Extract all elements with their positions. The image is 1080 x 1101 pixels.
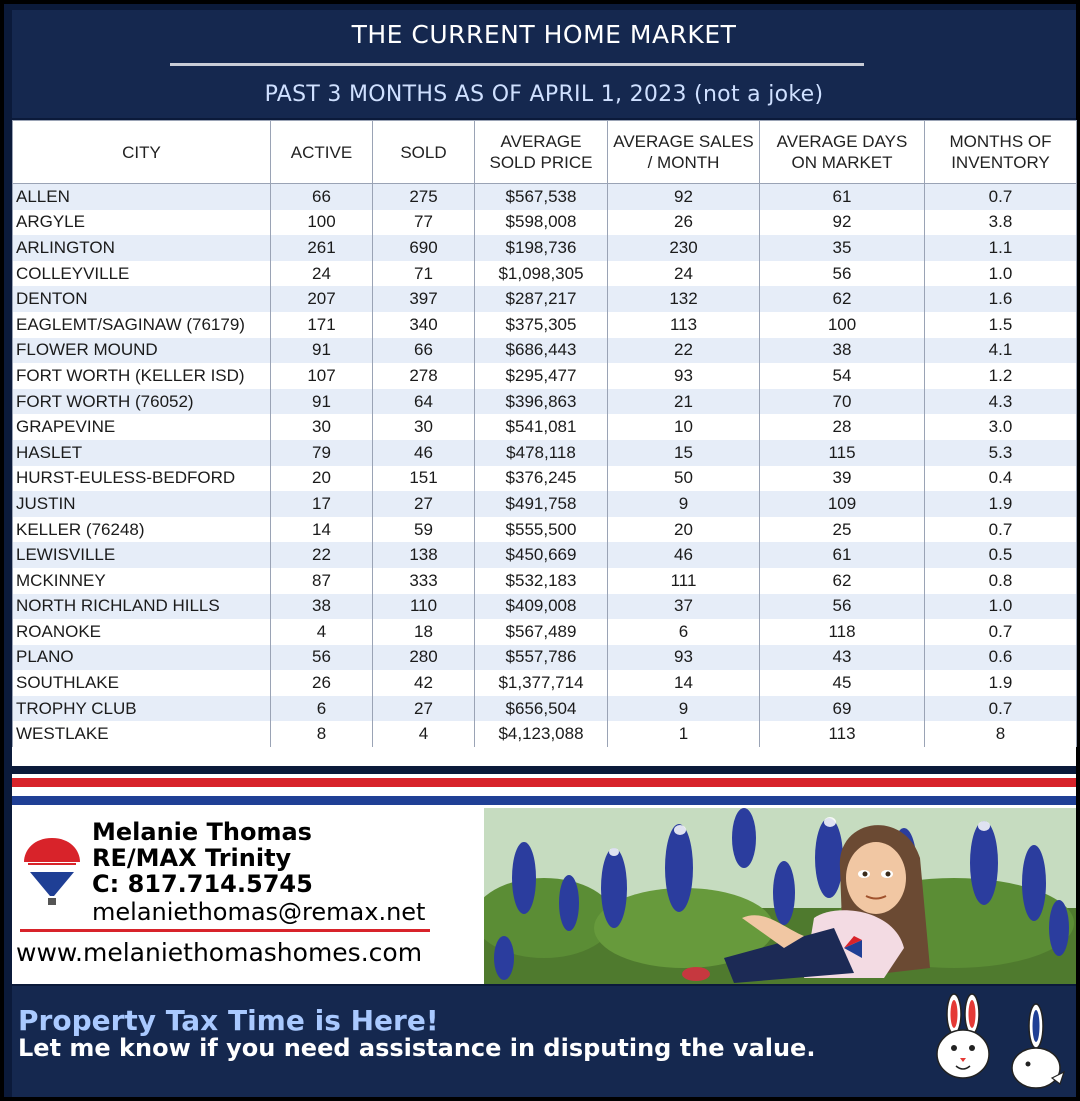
cell-avg-sold-price: $450,669 [475,542,608,568]
contact-card [12,808,484,984]
cell-active: 171 [271,312,373,338]
cell-avg-days: 109 [760,491,925,517]
column-header-city: CITY [13,121,271,184]
cell-active: 17 [271,491,373,517]
cell-avg-sold-price: $295,477 [475,363,608,389]
table-row [13,721,1077,747]
market-table-container [12,120,1076,766]
cell-city: HASLET [13,440,271,466]
cell-avg-sales-month: 132 [608,286,760,312]
cell-months-inventory: 0.7 [925,184,1077,210]
cell-city: EAGLEMT/SAGINAW (76179) [13,312,271,338]
cell-sold: 77 [373,210,475,236]
cell-city: ROANOKE [13,619,271,645]
cell-active: 4 [271,619,373,645]
table-row [13,235,1077,261]
flag-stripes [12,774,1076,808]
agent-name: Melanie Thomas [92,818,312,846]
table-body [13,184,1077,748]
table-header-row [13,121,1077,184]
cell-months-inventory: 8 [925,721,1077,747]
cell-sold: 27 [373,696,475,722]
cell-avg-sales-month: 22 [608,338,760,364]
cell-active: 30 [271,414,373,440]
cell-avg-days: 61 [760,542,925,568]
promo-title: Property Tax Time is Here! [18,1004,439,1037]
cell-avg-sales-month: 10 [608,414,760,440]
cell-avg-sold-price: $555,500 [475,517,608,543]
cell-avg-sold-price: $567,489 [475,619,608,645]
column-header-sold: SOLD [373,121,475,184]
footer-banner [12,986,1076,1097]
table-row [13,542,1077,568]
cell-avg-sales-month: 20 [608,517,760,543]
cell-avg-sold-price: $598,008 [475,210,608,236]
cell-months-inventory: 1.9 [925,670,1077,696]
cell-avg-sold-price: $686,443 [475,338,608,364]
cell-active: 66 [271,184,373,210]
cell-avg-sold-price: $1,377,714 [475,670,608,696]
page-title: THE CURRENT HOME MARKET [351,20,737,49]
table-row [13,261,1077,287]
table-row [13,517,1077,543]
cell-months-inventory: 0.6 [925,645,1077,671]
cell-months-inventory: 0.5 [925,542,1077,568]
page-subtitle: PAST 3 MONTHS AS OF APRIL 1, 2023 (not a joke) [264,82,824,107]
cell-city: WESTLAKE [13,721,271,747]
cell-avg-days: 25 [760,517,925,543]
cell-months-inventory: 0.7 [925,619,1077,645]
cell-months-inventory: 0.7 [925,696,1077,722]
cell-avg-sold-price: $656,504 [475,696,608,722]
cell-sold: 59 [373,517,475,543]
cell-avg-sales-month: 9 [608,696,760,722]
cell-avg-sales-month: 93 [608,363,760,389]
cell-city: HURST-EULESS-BEDFORD [13,466,271,492]
cell-sold: 64 [373,389,475,415]
cell-avg-sold-price: $541,081 [475,414,608,440]
cell-avg-days: 45 [760,670,925,696]
cell-avg-sold-price: $396,863 [475,389,608,415]
cell-avg-sold-price: $375,305 [475,312,608,338]
cell-avg-days: 100 [760,312,925,338]
cell-avg-days: 61 [760,184,925,210]
cell-sold: 4 [373,721,475,747]
cell-avg-sold-price: $198,736 [475,235,608,261]
agent-website[interactable]: www.melaniethomashomes.com [16,938,423,967]
cell-months-inventory: 3.8 [925,210,1077,236]
cell-active: 20 [271,466,373,492]
cell-sold: 280 [373,645,475,671]
table-row [13,210,1077,236]
cell-avg-days: 115 [760,440,925,466]
cell-sold: 110 [373,594,475,620]
cell-active: 56 [271,645,373,671]
cell-avg-sold-price: $409,008 [475,594,608,620]
cell-months-inventory: 1.5 [925,312,1077,338]
cell-sold: 340 [373,312,475,338]
cell-city: ARLINGTON [13,235,271,261]
cell-sold: 333 [373,568,475,594]
cell-city: FORT WORTH (76052) [13,389,271,415]
cell-avg-sold-price: $478,118 [475,440,608,466]
cell-city: GRAPEVINE [13,414,271,440]
cell-active: 22 [271,542,373,568]
cell-sold: 46 [373,440,475,466]
cell-avg-sold-price: $491,758 [475,491,608,517]
cell-months-inventory: 1.9 [925,491,1077,517]
cell-avg-sales-month: 111 [608,568,760,594]
cell-months-inventory: 0.8 [925,568,1077,594]
table-row [13,338,1077,364]
cell-city: ALLEN [13,184,271,210]
bluebonnet-flowers-image [484,808,1076,984]
cell-active: 100 [271,210,373,236]
cell-avg-days: 62 [760,568,925,594]
table-row [13,466,1077,492]
cell-active: 91 [271,338,373,364]
cell-avg-sold-price: $4,123,088 [475,721,608,747]
table-row [13,184,1077,210]
cell-avg-sales-month: 6 [608,619,760,645]
cell-city: DENTON [13,286,271,312]
cell-avg-sales-month: 15 [608,440,760,466]
cell-city: FORT WORTH (KELLER ISD) [13,363,271,389]
cell-avg-sold-price: $557,786 [475,645,608,671]
contact-divider [20,929,430,932]
cell-months-inventory: 4.1 [925,338,1077,364]
table-row [13,312,1077,338]
cell-avg-sales-month: 50 [608,466,760,492]
cell-avg-sold-price: $567,538 [475,184,608,210]
table-row [13,491,1077,517]
easter-bunnies-icon [932,992,1072,1092]
cell-city: MCKINNEY [13,568,271,594]
cell-sold: 138 [373,542,475,568]
cell-avg-sales-month: 21 [608,389,760,415]
cell-avg-days: 56 [760,261,925,287]
cell-sold: 27 [373,491,475,517]
cell-months-inventory: 4.3 [925,389,1077,415]
cell-months-inventory: 3.0 [925,414,1077,440]
table-row [13,619,1077,645]
cell-active: 6 [271,696,373,722]
cell-active: 87 [271,568,373,594]
table-row [13,696,1077,722]
market-table [12,120,1077,747]
cell-active: 91 [271,389,373,415]
cell-avg-days: 113 [760,721,925,747]
cell-active: 107 [271,363,373,389]
cell-sold: 42 [373,670,475,696]
table-row [13,568,1077,594]
cell-months-inventory: 1.1 [925,235,1077,261]
flowers-art [484,808,1076,984]
cell-active: 261 [271,235,373,261]
remax-balloon-icon [22,836,82,908]
cell-avg-sales-month: 93 [608,645,760,671]
cell-sold: 151 [373,466,475,492]
cell-active: 26 [271,670,373,696]
cell-city: JUSTIN [13,491,271,517]
cell-months-inventory: 1.2 [925,363,1077,389]
promo-text: Let me know if you need assistance in disputing the value. [18,1034,816,1062]
cell-avg-days: 43 [760,645,925,671]
cell-active: 14 [271,517,373,543]
cell-active: 79 [271,440,373,466]
cell-avg-days: 38 [760,338,925,364]
cell-avg-days: 39 [760,466,925,492]
table-row [13,645,1077,671]
cell-sold: 278 [373,363,475,389]
cell-city: PLANO [13,645,271,671]
table-row [13,389,1077,415]
cell-city: KELLER (76248) [13,517,271,543]
cell-avg-days: 69 [760,696,925,722]
column-header-months-inventory: MONTHS OF INVENTORY [925,121,1077,184]
column-header-avg-days: AVERAGE DAYS ON MARKET [760,121,925,184]
cell-city: TROPHY CLUB [13,696,271,722]
cell-avg-sales-month: 46 [608,542,760,568]
cell-city: FLOWER MOUND [13,338,271,364]
blue-stripe [12,796,1076,805]
cell-sold: 18 [373,619,475,645]
cell-months-inventory: 5.3 [925,440,1077,466]
cell-avg-sold-price: $532,183 [475,568,608,594]
cell-avg-sold-price: $376,245 [475,466,608,492]
cell-avg-sales-month: 37 [608,594,760,620]
header [12,10,1076,118]
cell-avg-sales-month: 1 [608,721,760,747]
cell-avg-sales-month: 230 [608,235,760,261]
cell-avg-days: 92 [760,210,925,236]
cell-avg-sales-month: 24 [608,261,760,287]
header-divider [170,63,864,66]
column-header-active: ACTIVE [271,121,373,184]
cell-avg-days: 35 [760,235,925,261]
cell-sold: 71 [373,261,475,287]
cell-city: SOUTHLAKE [13,670,271,696]
cell-sold: 30 [373,414,475,440]
cell-city: LEWISVILLE [13,542,271,568]
cell-avg-sales-month: 26 [608,210,760,236]
table-row [13,286,1077,312]
red-stripe [12,778,1076,787]
cell-avg-sold-price: $287,217 [475,286,608,312]
cell-city: NORTH RICHLAND HILLS [13,594,271,620]
cell-active: 207 [271,286,373,312]
cell-avg-days: 54 [760,363,925,389]
cell-months-inventory: 0.7 [925,517,1077,543]
table-row [13,670,1077,696]
cell-months-inventory: 0.4 [925,466,1077,492]
column-header-avg-sold-price: AVERAGE SOLD PRICE [475,121,608,184]
cell-active: 24 [271,261,373,287]
cell-active: 8 [271,721,373,747]
cell-avg-sales-month: 14 [608,670,760,696]
cell-avg-days: 62 [760,286,925,312]
table-row [13,440,1077,466]
table-row [13,363,1077,389]
cell-avg-days: 56 [760,594,925,620]
table-row [13,594,1077,620]
cell-sold: 690 [373,235,475,261]
cell-months-inventory: 1.0 [925,261,1077,287]
cell-avg-days: 28 [760,414,925,440]
cell-avg-days: 118 [760,619,925,645]
cell-active: 38 [271,594,373,620]
cell-months-inventory: 1.0 [925,594,1077,620]
cell-sold: 397 [373,286,475,312]
agent-email[interactable]: melaniethomas@remax.net [92,898,426,926]
agent-phone: C: 817.714.5745 [92,870,313,898]
cell-avg-sold-price: $1,098,305 [475,261,608,287]
cell-avg-days: 70 [760,389,925,415]
cell-city: ARGYLE [13,210,271,236]
cell-months-inventory: 1.6 [925,286,1077,312]
cell-avg-sales-month: 9 [608,491,760,517]
column-header-avg-sales-month: AVERAGE SALES / MONTH [608,121,760,184]
table-row [13,414,1077,440]
cell-sold: 275 [373,184,475,210]
cell-city: COLLEYVILLE [13,261,271,287]
cell-avg-sales-month: 113 [608,312,760,338]
cell-sold: 66 [373,338,475,364]
agent-company: RE/MAX Trinity [92,844,292,872]
cell-avg-sales-month: 92 [608,184,760,210]
